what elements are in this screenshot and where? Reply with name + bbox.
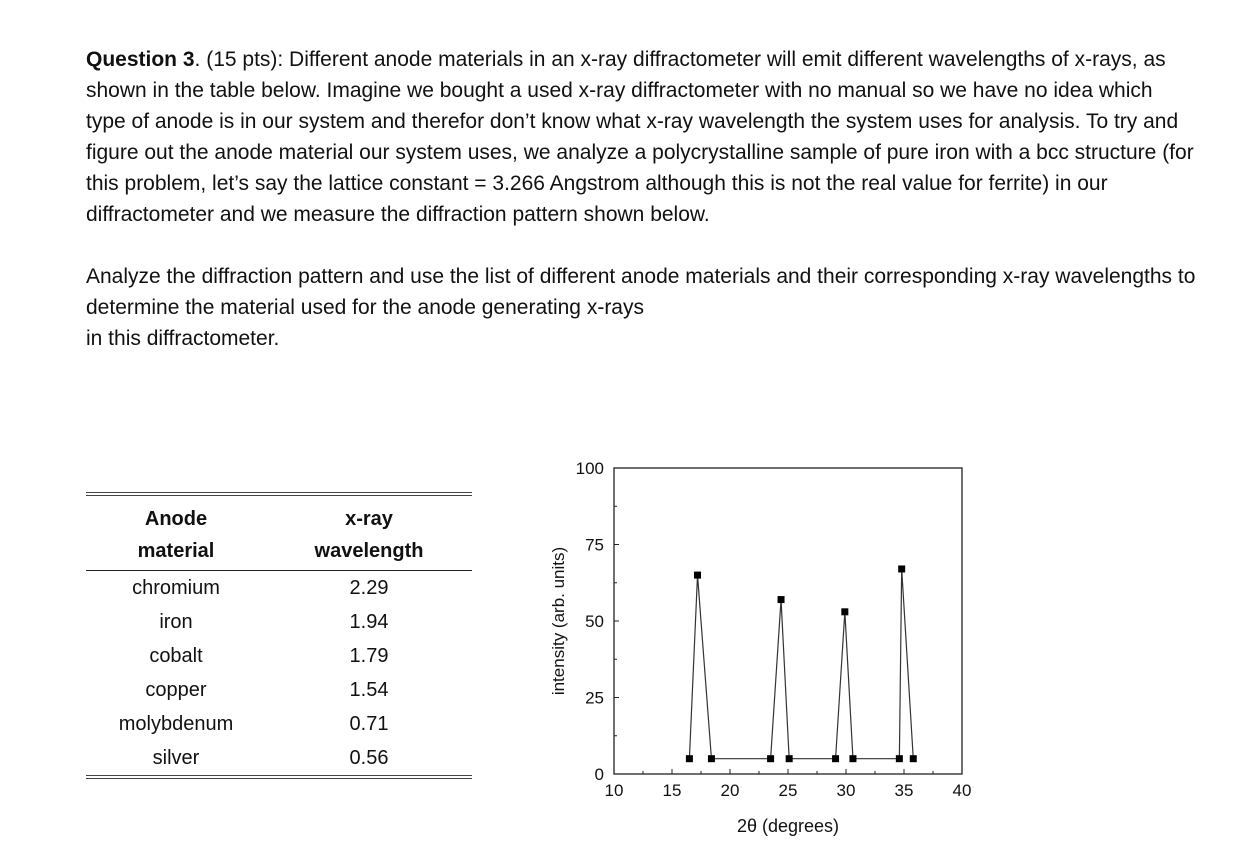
data-point-marker	[708, 755, 715, 762]
wavelength-cell: 1.54	[349, 679, 389, 701]
header-anode-line1: Anode	[144, 508, 208, 530]
y-tick-label: 50	[585, 612, 604, 631]
y-tick-label: 0	[594, 765, 604, 784]
anode-cell: iron	[159, 611, 193, 633]
y-tick-label: 25	[585, 688, 604, 708]
data-point-marker	[896, 755, 903, 762]
table-row	[86, 707, 472, 741]
question-number: Question 3	[86, 48, 195, 71]
y-tick-label: 75	[585, 535, 604, 555]
anode-cell: chromium	[132, 577, 220, 599]
header-wavelength-line2: wavelength	[266, 532, 472, 571]
anode-cell: molybdenum	[118, 713, 234, 735]
table-row	[86, 605, 472, 639]
wavelength-cell: 1.79	[349, 645, 389, 667]
question-paragraph-2-text: Analyze the diffraction pattern and use the list of different anode materials and their corresponding x-ray wavelengths to determine the material used for the anode generating x-rays	[86, 265, 1196, 319]
wavelength-cell: 0.71	[349, 713, 389, 735]
table-row	[86, 673, 472, 707]
series-line	[689, 569, 913, 759]
y-axis-label: intensity (arb. units)	[549, 546, 568, 696]
wavelength-cell: 0.56	[349, 747, 389, 769]
header-wavelength-line1: x-ray	[345, 508, 393, 530]
anode-cell: cobalt	[149, 645, 203, 667]
data-point-marker	[849, 755, 856, 762]
data-point-marker	[686, 755, 693, 762]
anode-cell: silver	[152, 747, 200, 769]
data-point-marker	[898, 565, 905, 572]
x-axis-label: 2θ (degrees)	[736, 816, 840, 836]
x-tick-label: 40	[952, 781, 972, 800]
data-point-marker	[694, 572, 701, 579]
data-point-marker	[778, 596, 785, 603]
data-point-marker	[841, 608, 848, 615]
question-paragraph-2-end: in this diffractometer.	[86, 327, 280, 350]
data-point-marker	[767, 755, 774, 762]
wavelength-cell: 1.94	[349, 611, 389, 633]
table-row	[86, 639, 472, 673]
question-paragraph-2	[86, 261, 1196, 354]
question-paragraph-1	[86, 44, 1196, 230]
x-tick-label: 35	[894, 781, 914, 800]
x-tick-label: 30	[836, 781, 856, 800]
x-tick-label: 20	[720, 781, 740, 800]
question-paragraph-1-text: . (15 pts): Different anode materials in an x-ray diffractometer will emit different wavelengths of x-rays, as shown in the table below. Imagine we bought a used x-ray diffractometer with no manual so we have no idea which type of anode is in our system and therefor don’t know what x-ray wavelength the system uses for analysis. To try and figure out the anode material our system uses, we analyze a polycrystalline sample of pure iron with a bcc structure (for this problem, let’s say the lattice constant = 3.266 Angstrom although this is not the real value for ferrite) in our diffractometer and we measure the diffraction pattern shown below.	[86, 48, 1194, 226]
x-tick-label: 10	[604, 781, 624, 800]
x-tick-label: 25	[778, 781, 798, 800]
data-point-marker	[786, 755, 793, 762]
x-tick-label: 15	[662, 781, 682, 800]
table-row	[86, 571, 472, 606]
table-row	[86, 741, 472, 777]
question-text	[86, 44, 1196, 354]
diffraction-chart	[540, 450, 1020, 840]
wavelength-cell: 2.29	[349, 577, 389, 599]
header-anode-line2: material	[86, 532, 266, 571]
anode-table	[86, 492, 472, 779]
data-point-marker	[910, 755, 917, 762]
y-tick-label: 100	[575, 459, 604, 478]
data-point-marker	[832, 755, 839, 762]
anode-cell: copper	[145, 679, 207, 701]
